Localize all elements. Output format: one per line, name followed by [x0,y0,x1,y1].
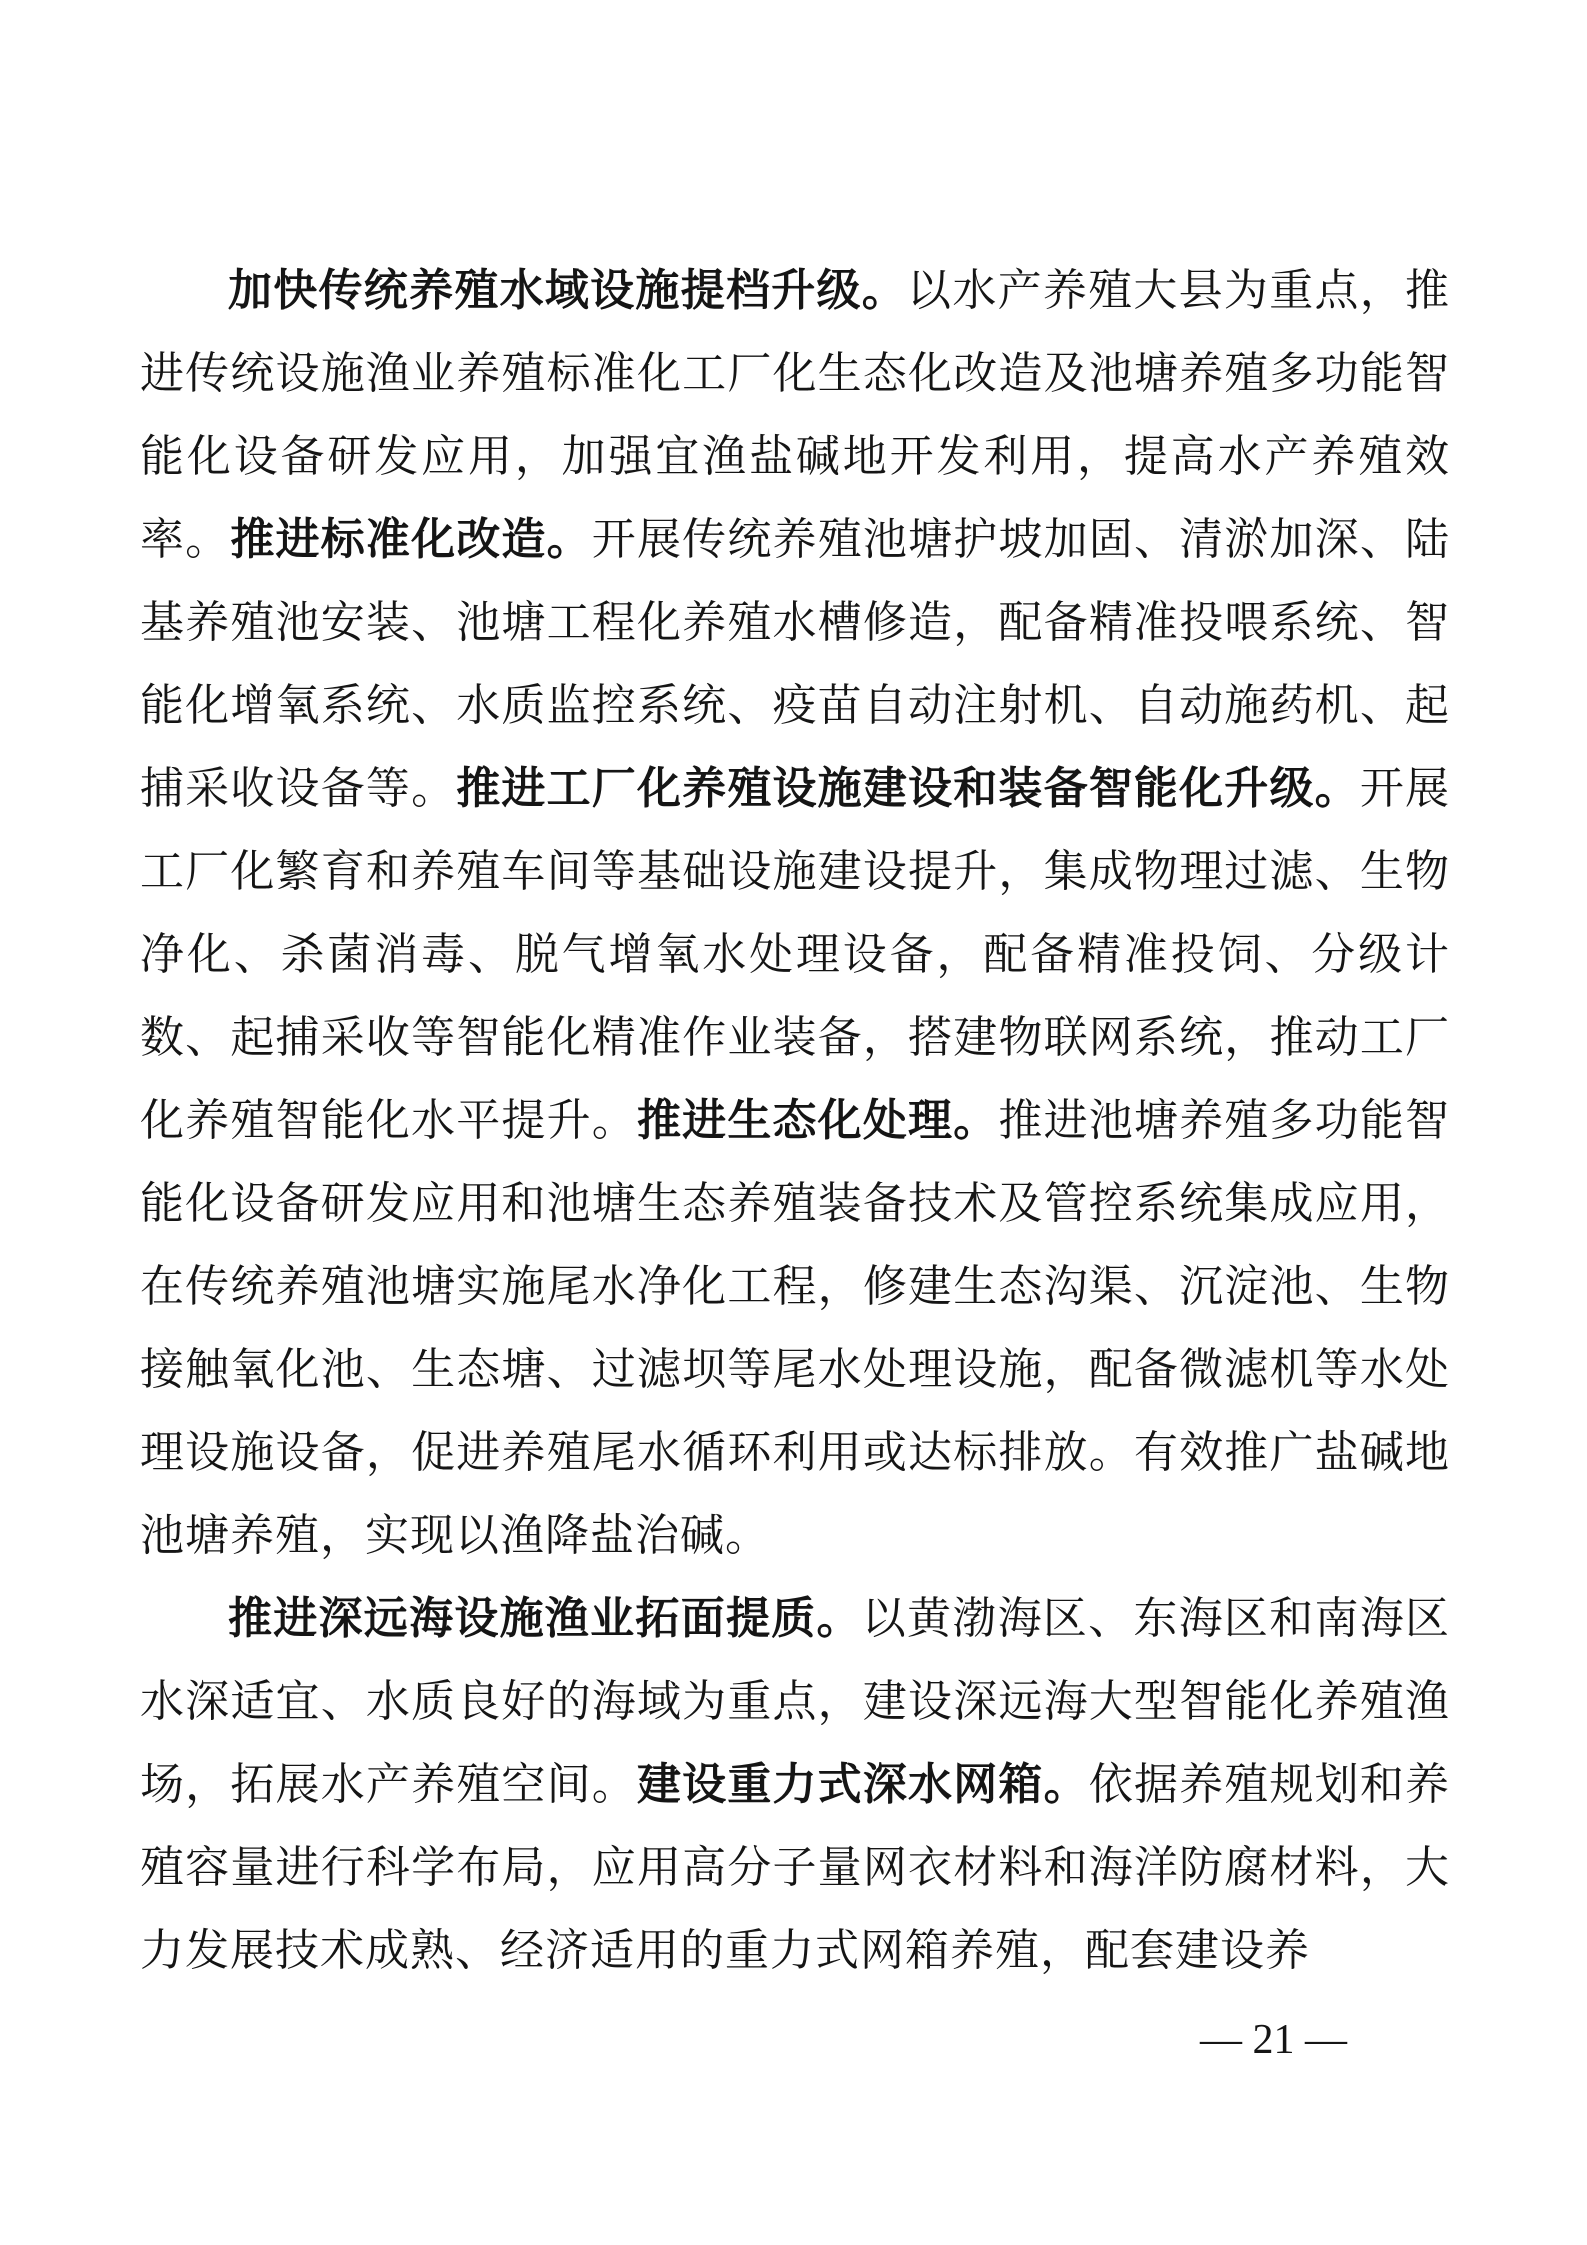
text-run: 以黄渤海区、东海区和南海区水深适宜、水质良好的海域为重点，建设深远海大型智能化养殖渔场，拓展水产养殖空间。 [140,1594,1451,1809]
text-run: 依据养殖规划和养殖容量进行科学布局，应用高分子量网衣材料和海洋防腐材料，大力发展技术成熟、经济适用的重力式网箱养殖，配套建设养 [140,1760,1451,1975]
page-number: — 21 — [1200,2017,1347,2063]
bold-heading-run: 加快传统养殖水域设施提档升级。 [228,266,908,315]
document-body [140,249,1450,1992]
text-run: 以水产养殖大县为重点，推进传统设施渔业养殖标准化工厂化生态化改造及池塘养殖多功能智能化设备研发应用，加强宜渔盐碱地开发利用，提高水产养殖效率。 [140,266,1451,564]
text-run: 开展工厂化繁育和养殖车间等基础设施建设提升，集成物理过滤、生物净化、杀菌消毒、脱气增氧水处理设备，配备精准投饲、分级计数、起捕采收等智能化精准作业装备，搭建物联网系统，推动工厂化养殖智能化水平提升。 [140,764,1451,1145]
bold-heading-run: 建设重力式深水网箱。 [636,1760,1089,1809]
text-run: 开展传统养殖池塘护坡加固、清淤加深、陆基养殖池安装、池塘工程化养殖水槽修造，配备精准投喂系统、智能化增氧系统、水质监控系统、疫苗自动注射机、自动施药机、起捕采收设备等。 [140,515,1451,813]
paragraph [140,249,1450,1577]
paragraph [140,1577,1450,1992]
text-run: 推进池塘养殖多功能智能化设备研发应用和池塘生态养殖装备技术及管控系统集成应用，在传统养殖池塘实施尾水净化工程，修建生态沟渠、沉淀池、生物接触氧化池、生态塘、过滤坝等尾水处理设施，配备微滤机等水处理设施设备，促进养殖尾水循环利用或达标排放。有效推广盐碱地池塘养殖，实现以渔降盐治碱。 [140,1096,1451,1560]
bold-heading-run: 推进标准化改造。 [230,515,592,564]
bold-heading-run: 推进深远海设施渔业拓面提质。 [228,1594,862,1643]
bold-heading-run: 推进生态化处理。 [636,1096,999,1145]
bold-heading-run: 推进工厂化养殖设施建设和装备智能化升级。 [456,764,1360,813]
